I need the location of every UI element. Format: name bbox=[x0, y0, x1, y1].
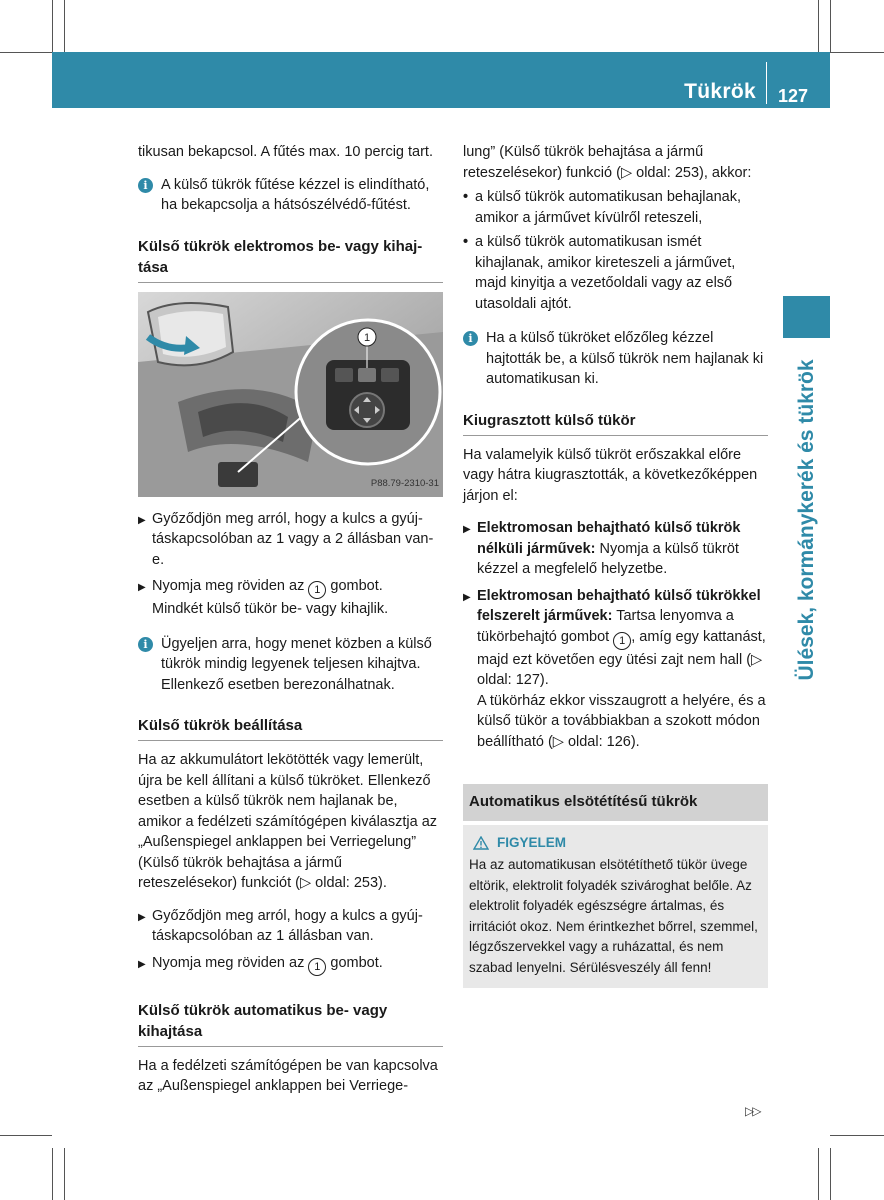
section-paragraph: Ha valamelyik külső tükröt erőszakkal előre vagy hátra kiugrasztották, a következőképpen járjon el: bbox=[463, 446, 758, 504]
step-text bbox=[152, 953, 383, 976]
crop-mark bbox=[52, 0, 53, 52]
step-text-part: Nyomja a külső tükröt kézzel a megfelelő helyzetbe. bbox=[477, 540, 739, 577]
step-text: Győződjön meg arról, hogy a kulcs a gyúj-táskapcsolóban az 1 vagy a 2 állásban van-e. bbox=[152, 510, 434, 568]
callout-number: 1 bbox=[308, 581, 326, 599]
crop-mark bbox=[52, 1148, 53, 1200]
mirror-switch-illustration bbox=[138, 292, 443, 497]
bullet-item bbox=[463, 187, 768, 228]
instruction-step bbox=[138, 509, 443, 571]
step-text-part: Nyomja meg röviden az bbox=[152, 954, 305, 971]
crop-mark bbox=[818, 1148, 819, 1200]
step-text bbox=[477, 586, 768, 753]
left-column bbox=[138, 142, 443, 1109]
step-text-part: Nyomja meg röviden az bbox=[152, 578, 305, 594]
page-title: Tükrök bbox=[684, 80, 756, 103]
step-text-part: , amíg egy kattanást, majd ezt követően egy ütési zajt nem hall (▷ oldal: 127). bbox=[477, 628, 766, 688]
step-arrow-icon: ▶ bbox=[138, 911, 146, 923]
bullet-item bbox=[463, 232, 768, 314]
step-text-part: Tartsa lenyomva a tükörbehajtó gombot bbox=[477, 608, 734, 645]
info-icon: i bbox=[138, 178, 153, 193]
section-paragraph: Ha az akkumulátort lekötötték vagy lemerült, újra be kell állítani a külső tükröket. Ellenkező esetben a külső tükrök nem hajlanak be, amikor a fedélzeti számítógépen kiválasztja az „Außenspiegel anklappen bei Verriegelung” (Külső tükrök behajtása a jármű reteszelésekor) funkciót (▷ oldal: 253). bbox=[138, 752, 438, 891]
step-text bbox=[477, 518, 768, 580]
bullet-text: a külső tükrök automatikusan ismét kihajlanak, amikor kireteszeli a járművet, majd kinyitja a vezetőoldali vagy az első utasoldali ajtót. bbox=[475, 234, 736, 312]
section-heading: Külső tükrök elektromos be- vagy kihaj-tása bbox=[138, 236, 443, 283]
step-label: Elektromosan behajtható külső tükrök nélküli járművek: bbox=[477, 520, 741, 557]
step-text-part: gombot. bbox=[330, 954, 383, 971]
continue-mark: ▷▷ bbox=[745, 1104, 760, 1118]
instruction-step bbox=[138, 953, 443, 976]
crop-mark bbox=[64, 0, 65, 52]
info-text: Ügyeljen arra, hogy menet közben a külső tükrök mindig legyenek teljesen kihajtva. Ellenkező esetben berezonálhatnak. bbox=[161, 635, 432, 693]
info-text: Ha a külső tükröket előzőleg kézzel hajtották be, a külső tükrök nem hajlanak ki automatikusan ki. bbox=[486, 330, 764, 387]
info-text: A külső tükrök fűtése kézzel is elindítható, ha bekapcsolja a hátsószélvédő-fűtést. bbox=[161, 176, 430, 213]
warning-triangle-icon bbox=[473, 836, 489, 850]
door-switch-photo bbox=[138, 292, 443, 497]
section-heading: Kiugrasztott külső tükör bbox=[463, 410, 768, 436]
crop-mark bbox=[830, 1135, 884, 1136]
crop-mark bbox=[0, 1135, 52, 1136]
step-text: Győződjön meg arról, hogy a kulcs a gyúj-táskapcsolóban az 1 állásban van. bbox=[152, 907, 423, 944]
instruction-step bbox=[138, 906, 443, 947]
warning-label: FIGYELEM bbox=[497, 834, 567, 850]
warning-box bbox=[463, 825, 768, 989]
step-text bbox=[152, 576, 388, 620]
step-label: Elektromosan behajtható külső tükrökkel felszerelt járművek: bbox=[477, 587, 761, 624]
info-icon: i bbox=[463, 331, 478, 346]
warning-section-title: Automatikus elsötétítésű tükrök bbox=[463, 784, 768, 821]
step-arrow-icon: ▶ bbox=[138, 958, 146, 970]
page-number: 127 bbox=[778, 86, 809, 106]
crop-mark bbox=[64, 1148, 65, 1200]
crop-mark bbox=[830, 1148, 831, 1200]
step-arrow-icon: ▶ bbox=[463, 524, 471, 535]
instruction-step bbox=[138, 576, 443, 620]
step-arrow-icon: ▶ bbox=[138, 514, 146, 526]
info-icon: i bbox=[138, 637, 153, 652]
warning-header bbox=[469, 833, 762, 854]
step-arrow-icon: ▶ bbox=[138, 582, 146, 593]
crop-mark bbox=[830, 0, 831, 52]
instruction-step bbox=[463, 586, 768, 753]
callout-label: 1 bbox=[363, 331, 371, 344]
callout-number: 1 bbox=[308, 958, 326, 976]
intro-text: tikusan bekapcsol. A fűtés max. 10 percig tart. bbox=[138, 144, 433, 160]
warning-section bbox=[463, 784, 768, 988]
side-chapter-title: Ülések, kormánykerék és tükrök bbox=[795, 359, 818, 681]
section-heading: Külső tükrök beállítása bbox=[138, 715, 443, 741]
crop-mark bbox=[0, 52, 52, 53]
info-note bbox=[463, 328, 768, 390]
step-arrow-icon: ▶ bbox=[463, 591, 471, 603]
header-divider bbox=[766, 62, 767, 104]
step-result: A tükörház ekkor visszaugrott a helyére, és a külső tükör a továbbiakban a szokott módon beállítható (▷ oldal: 126). bbox=[477, 692, 766, 750]
continued-paragraph: lung” (Külső tükrök behajtása a jármű reteszelésekor) funkció (▷ oldal: 253), akkor: bbox=[463, 144, 752, 181]
step-result: Mindkét külső tükör be- vagy kihajlik. bbox=[152, 601, 389, 617]
warning-text: Ha az automatikusan elsötétíthető tükör üvege eltörik, elektrolit folyadék szivároghat belőle. Az elektrolit folyadék egészségre ártalmas, és irritációt okoz. Nem érintkezhet bőrrel, szemmel, légzőszervekkel vagy a ruházattal, és nem szabad lenyelni. Sérülésveszély áll fenn! bbox=[469, 857, 758, 975]
bullet-text: a külső tükrök automatikusan behajlanak, amikor a járművet kívülről reteszeli, bbox=[475, 189, 741, 226]
step-text-part: gombot. bbox=[330, 578, 383, 594]
crop-mark bbox=[830, 52, 884, 53]
info-note bbox=[138, 175, 443, 216]
right-column bbox=[463, 142, 768, 988]
bullet-dot-icon: • bbox=[463, 189, 469, 205]
photo-code: P88.79-2310-31 bbox=[370, 478, 439, 489]
section-heading: Külső tükrök automatikus be- vagy kihajtása bbox=[138, 1000, 443, 1047]
instruction-step bbox=[463, 518, 768, 580]
bullet-dot-icon: • bbox=[463, 234, 469, 250]
section-paragraph: Ha a fedélzeti számítógépen be van kapcsolva az „Außenspiegel anklappen bei Verriege- bbox=[138, 1057, 438, 1094]
info-note bbox=[138, 634, 443, 696]
callout-number: 1 bbox=[613, 632, 631, 650]
crop-mark bbox=[818, 0, 819, 52]
